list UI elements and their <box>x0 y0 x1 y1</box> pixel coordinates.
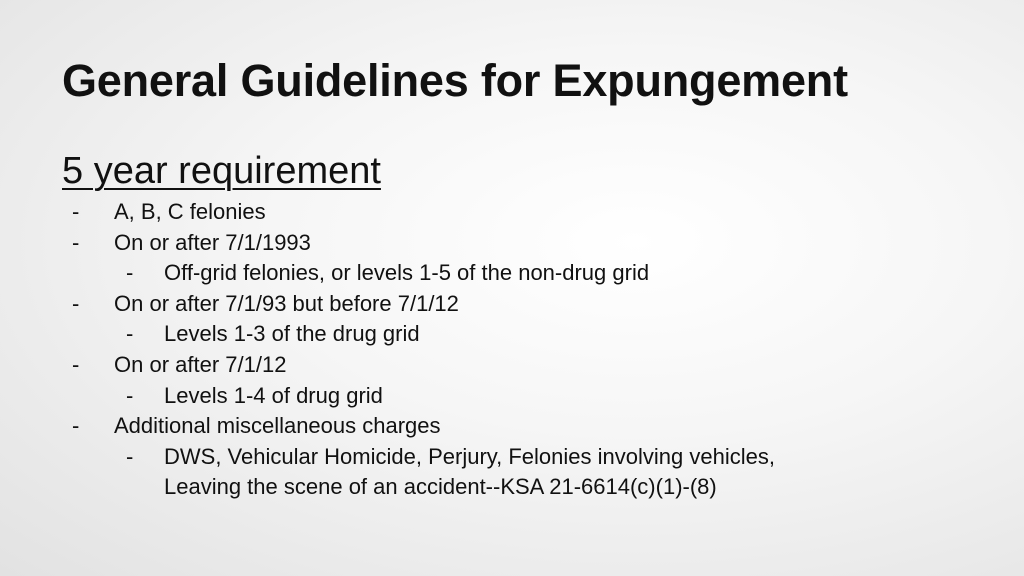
sub-bullet-item <box>0 319 775 350</box>
bullet-dash: - <box>72 351 80 377</box>
bullet-text: A, B, C felonies <box>114 199 266 224</box>
bullet-list <box>0 197 775 503</box>
bullet-text: Leaving the scene of an accident--KSA 21-6614(c)(1)-(8) <box>164 474 717 500</box>
bullet-dash: - <box>72 290 80 316</box>
bullet-item <box>0 411 775 442</box>
bullet-text: Additional miscellaneous charges <box>114 413 441 439</box>
bullet-item <box>0 289 775 320</box>
section-heading: 5 year requirement <box>62 150 381 192</box>
bullet-text: On or after 7/1/1993 <box>114 229 311 255</box>
bullet-text: Levels 1-4 of drug grid <box>164 382 383 408</box>
bullet-item <box>0 228 775 259</box>
bullet-item <box>0 197 775 228</box>
bullet-item <box>0 350 775 381</box>
bullet-text: Off-grid felonies, or levels 1-5 of the non-drug grid <box>164 260 650 286</box>
bullet-dash: - <box>72 199 80 224</box>
bullet-text: DWS, Vehicular Homicide, Perjury, Felonies involving vehicles, <box>164 443 775 469</box>
sub-bullet-item <box>0 381 775 412</box>
bullet-dash: - <box>126 382 134 408</box>
slide-title: General Guidelines for Expungement <box>62 55 848 106</box>
bullet-text: On or after 7/1/93 but before 7/1/12 <box>114 290 459 316</box>
bullet-dash: - <box>72 413 80 439</box>
bullet-dash: - <box>126 321 134 347</box>
bullet-dash: - <box>126 260 134 286</box>
bullet-dash: - <box>126 443 134 469</box>
sub-bullet-item <box>0 442 775 503</box>
bullet-text: Levels 1-3 of the drug grid <box>164 321 420 347</box>
bullet-text: On or after 7/1/12 <box>114 351 287 377</box>
bullet-dash: - <box>72 229 80 255</box>
sub-bullet-item <box>0 258 775 289</box>
